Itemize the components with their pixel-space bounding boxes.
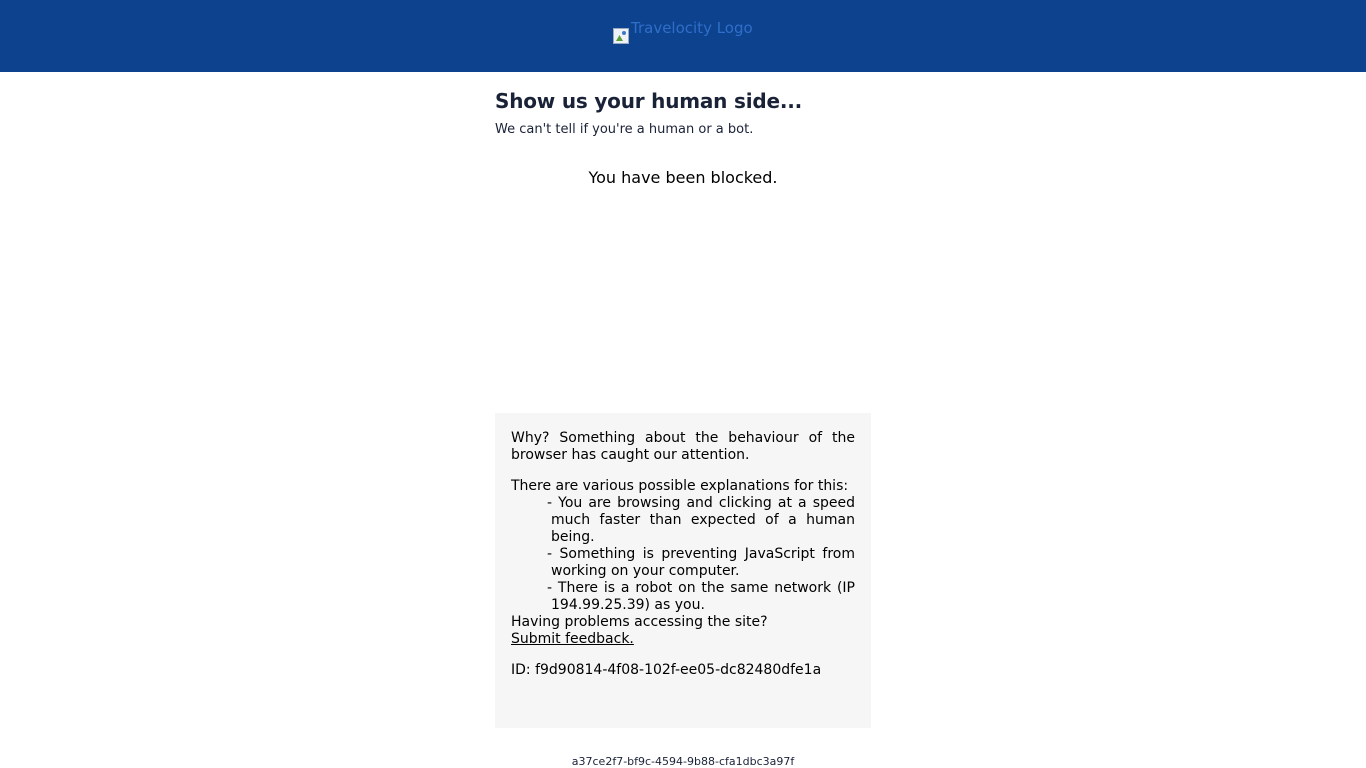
block-id: ID: f9d90814-4f08-102f-ee05-dc82480dfe1a	[511, 662, 822, 678]
problems-text: Having problems accessing the site?	[511, 614, 768, 630]
reference-id: a37ce2f7-bf9c-4594-9b88-cfa1dbc3a97f	[571, 755, 795, 768]
list-item: - Something is preventing JavaScript from working on your computer.	[547, 546, 855, 579]
block-info-panel	[495, 413, 871, 728]
broken-image-icon	[613, 28, 629, 44]
site-header	[0, 0, 1366, 72]
page-title: Show us your human side...	[495, 89, 803, 113]
why-explanation: Why? Something about the behaviour of the browser has caught our attention.	[511, 430, 855, 463]
reasons-list	[511, 495, 855, 614]
page-subtitle: We can't tell if you're a human or a bot.	[495, 122, 754, 137]
list-item: - There is a robot on the same network (IP 194.99.25.39) as you.	[547, 580, 855, 613]
travelocity-logo[interactable]	[613, 20, 753, 44]
submit-feedback-link[interactable]: Submit feedback.	[511, 631, 634, 647]
list-item: - You are browsing and clicking at a speed much faster than expected of a human being.	[547, 495, 855, 545]
explanations-intro: There are various possible explanations for this:	[511, 478, 849, 494]
blocked-message: You have been blocked.	[588, 168, 778, 187]
logo-alt-text: Travelocity Logo	[631, 19, 753, 37]
